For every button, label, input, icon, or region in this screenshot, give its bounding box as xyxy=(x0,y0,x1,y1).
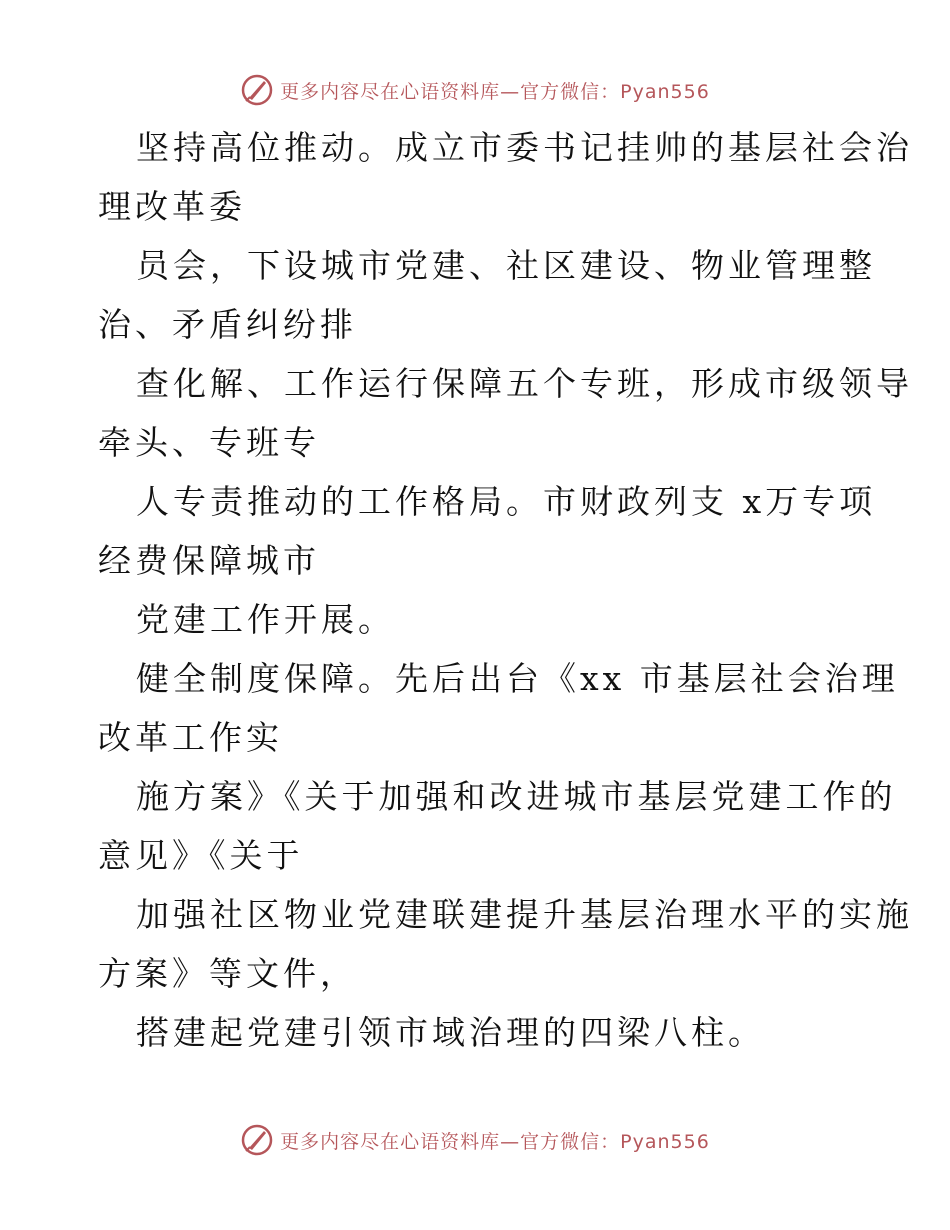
paragraph-line: 理改革委 xyxy=(98,187,246,226)
header-watermark xyxy=(0,72,950,108)
watermark-text: 更多内容尽在心语资料库—官方微信：Pyan556 xyxy=(280,80,710,103)
paragraph-line: 搭建起党建引领市域治理的四梁八柱。 xyxy=(136,1013,765,1052)
paragraph-line: 方案》等文件， xyxy=(98,954,357,993)
paragraph-line: 经费保障城市 xyxy=(98,541,320,580)
paragraph-line: 查化解、工作运行保障五个专班，形成市级领导 xyxy=(136,364,913,403)
paragraph-line: 治、矛盾纠纷排 xyxy=(98,305,357,344)
paragraph-line: 健全制度保障。先后出台《xx 市基层社会治理 xyxy=(136,659,899,698)
footer-watermark xyxy=(0,1122,950,1158)
paragraph-line: 人专责推动的工作格局。市财政列支 x万专项 xyxy=(136,482,877,521)
paragraph-line: 员会，下设城市党建、社区建设、物业管理整 xyxy=(136,246,876,285)
paragraph-line: 改革工作实 xyxy=(98,718,283,757)
paragraph-line: 牵头、专班专 xyxy=(98,423,320,462)
document-body xyxy=(98,118,913,1062)
paragraph-line: 意见》《关于 xyxy=(98,836,304,875)
paragraph-line: 党建工作开展。 xyxy=(136,600,395,639)
watermark-text: 更多内容尽在心语资料库—官方微信：Pyan556 xyxy=(280,1130,710,1153)
paragraph-line: 施方案》《关于加强和改进城市基层党建工作的 xyxy=(136,777,897,816)
paragraph-line: 加强社区物业党建联建提升基层治理水平的实施 xyxy=(136,895,913,934)
paragraph-line: 坚持高位推动。成立市委书记挂帅的基层社会治 xyxy=(136,128,913,167)
quill-logo-icon xyxy=(240,1123,274,1157)
quill-logo-icon xyxy=(240,73,274,107)
